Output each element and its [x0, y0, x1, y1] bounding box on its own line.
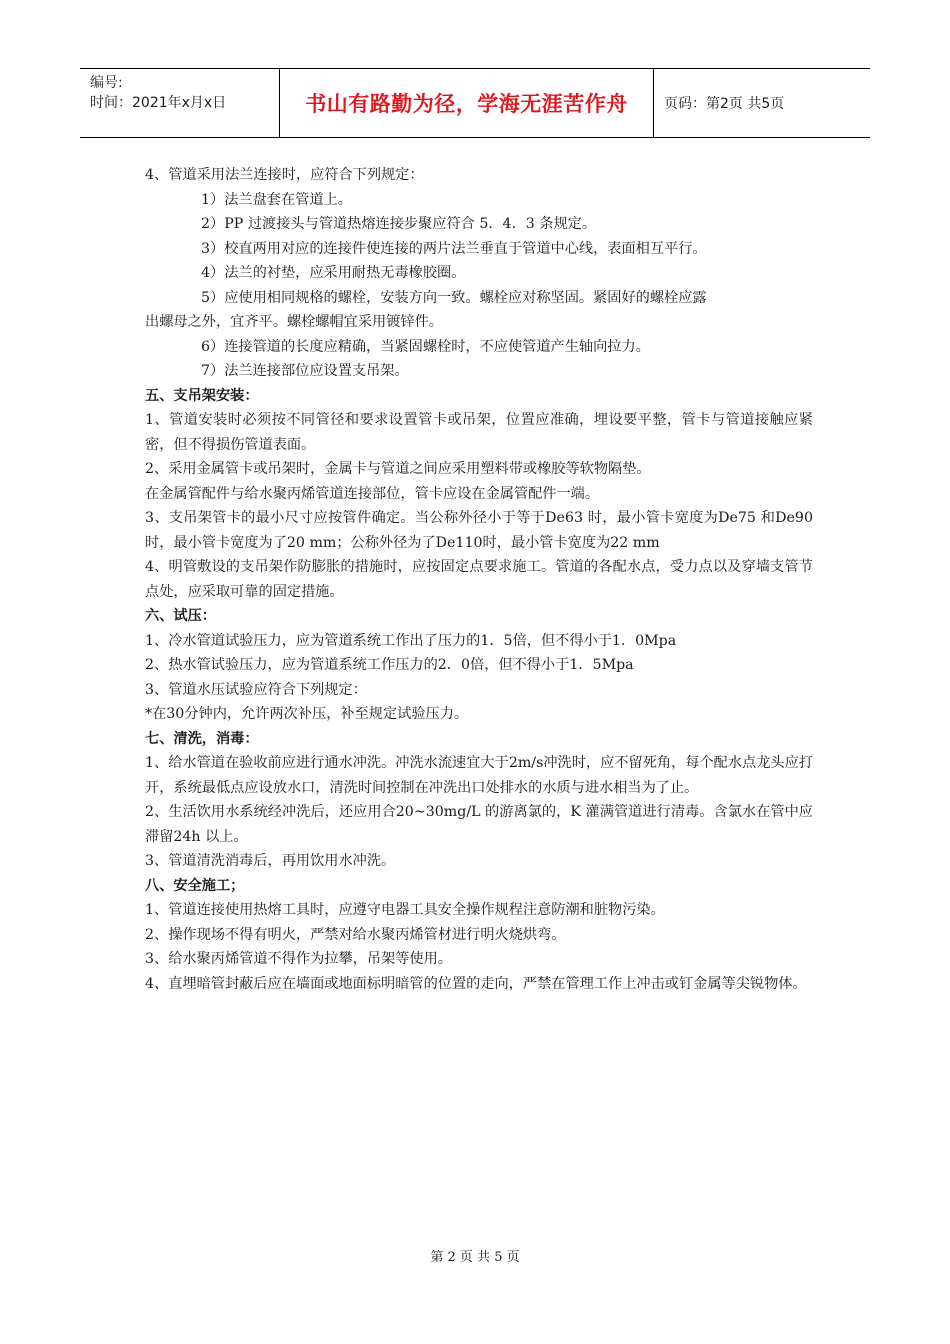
paragraph: 3、给水聚丙烯管道不得作为拉攀，吊架等使用。	[145, 951, 452, 967]
section-heading: 六、试压：	[145, 608, 216, 624]
page-footer: 第 2 页 共 5 页	[430, 1250, 520, 1265]
paragraph: 3）校直两用对应的连接件使连接的两片法兰垂直于管道中心线，表面相互平行。	[201, 240, 707, 257]
paragraph: 在金属管配件与给水聚丙烯管道连接部位，管卡应设在金属管配件一端。	[145, 485, 600, 502]
paragraph: 1、冷水管道试验压力，应为管道系统工作出了压力的1．5倍，但不得小于1．0Mpa	[145, 632, 677, 649]
paragraph: 5）应使用相同规格的螺栓，安装方向一致。螺栓应对称坚固。紧固好的螺栓应露	[201, 289, 707, 306]
paragraph: 1、给水管道在验收前应进行通水冲洗。冲洗水流速宜大于2m/s冲洗时，应不留死角，每个配水点龙头应打开，系统最低点应设放水口，清洗时间控制在冲洗出口处排水的水质与进水相当为了止。	[145, 755, 813, 796]
paragraph: 3、管道清洗消毒后，再用饮用水冲洗。	[145, 853, 396, 869]
paragraph: 2、生活饮用水系统经冲洗后，还应用合20~30mg/L 的游离氯的，K 灌满管道进行清毒。含氯水在管中应滞留24h 以上。	[145, 804, 813, 845]
paragraph: 3、管道水压试验应符合下列规定：	[145, 681, 367, 698]
paragraph: 4、明管敷设的支吊架作防膨胀的措施时，应按固定点要求施工。管道的各配水点，受力点以及穿墙支管节点处，应采取可靠的固定措施。	[145, 559, 813, 600]
paragraph: 1、管道连接使用热熔工具时，应遵守电器工具安全操作规程注意防潮和脏物污染。	[145, 902, 665, 918]
paragraph: 4、管道采用法兰连接时，应符合下列规定：	[145, 167, 424, 183]
header-meta	[80, 69, 280, 137]
paragraph: 1）法兰盘套在管道上。	[201, 191, 352, 208]
paragraph: 2、操作现场不得有明火，严禁对给水聚丙烯管材进行明火烧烘弯。	[145, 926, 566, 943]
paragraph: 6）连接管道的长度应精确，当紧固螺栓时，不应使管道产生轴向拉力。	[201, 338, 650, 355]
section-heading: 八、安全施工；	[145, 877, 245, 894]
number-label: 编号:	[90, 75, 123, 91]
date-label: 时间：2021年x月x日	[90, 95, 227, 111]
paragraph: 3、支吊架管卡的最小尺寸应按管件确定。当公称外径小于等于De63 时，最小管卡宽度为De75 和De90 时，最小管卡宽度为了20 mm；公称外径为了De110时，最小管卡宽度为22 mm	[145, 510, 813, 551]
paragraph: 4、直埋暗管封蔽后应在墙面或地面标明暗管的位置的走向，严禁在管理工作上冲击或钉金属等尖锐物体。	[145, 975, 807, 992]
document-body	[145, 163, 813, 996]
header-page-label: 页码：第2页 共5页	[664, 96, 785, 112]
section-heading: 七、清洗，消毒：	[145, 730, 259, 747]
paragraph: 出螺母之外，宜齐平。螺栓螺帽宜采用镀锌件。	[145, 314, 443, 330]
paragraph: 7）法兰连接部位应设置支吊架。	[201, 363, 409, 379]
header-motto: 书山有路勤为径，学海无涯苦作舟	[280, 69, 654, 137]
paragraph: 2）PP 过渡接头与管道热熔连接步聚应符合 5．4．3 条规定。	[201, 216, 597, 232]
paragraph: 2、热水管试验压力，应为管道系统工作压力的2．0倍，但不得小于1．5Mpa	[145, 657, 634, 673]
paragraph: 1、管道安装时必须按不同管径和要求设置管卡或吊架，位置应准确，埋设要平整，管卡与管道接触应紧密，但不得损伤管道表面。	[145, 412, 813, 453]
page-header	[80, 68, 870, 138]
paragraph: *在30分钟内，允许两次补压，补至规定试验压力。	[145, 706, 469, 722]
section-heading: 五、支吊架安装：	[145, 387, 259, 404]
paragraph: 4）法兰的衬垫，应采用耐热无毒橡胶圈。	[201, 265, 466, 281]
paragraph: 2、采用金属管卡或吊架时，金属卡与管道之间应采用塑料带或橡胶等软物隔垫。	[145, 461, 651, 477]
